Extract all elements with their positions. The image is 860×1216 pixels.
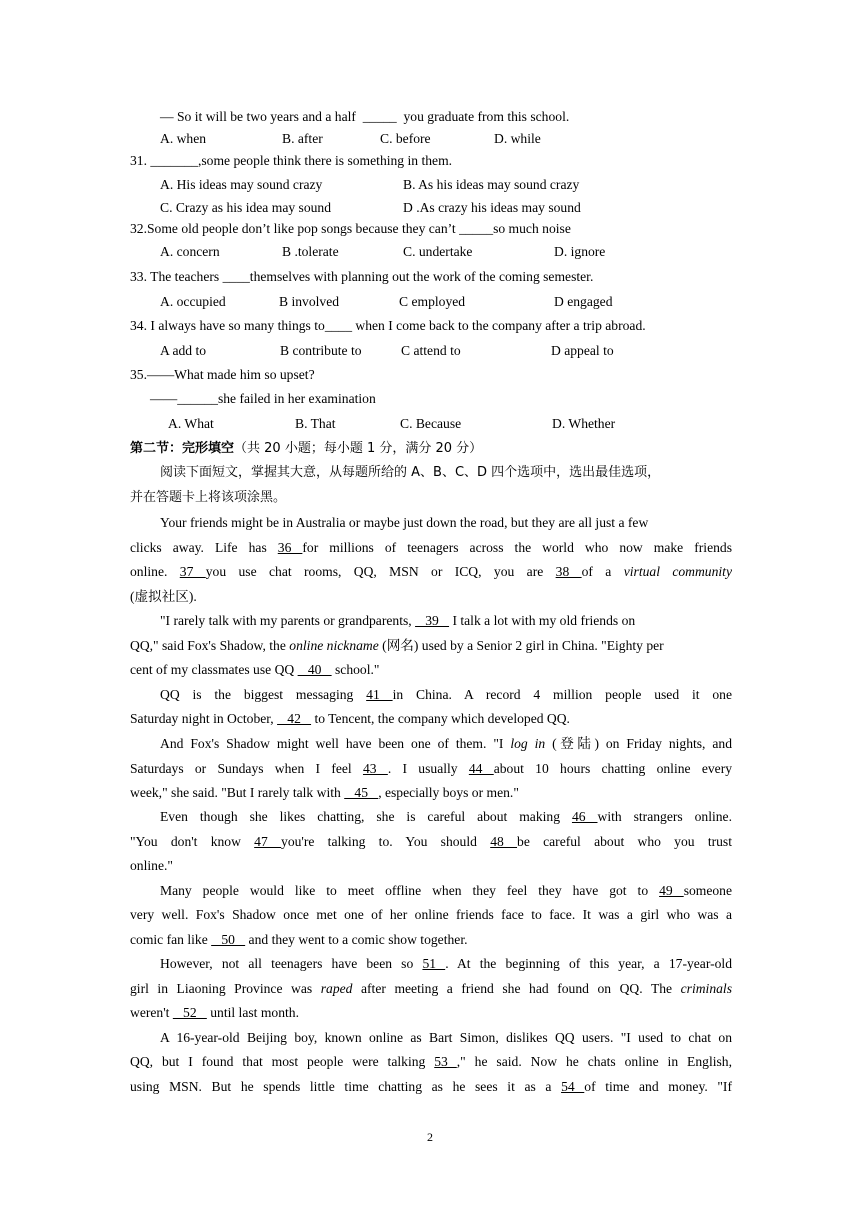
page-number: 2 <box>427 1130 433 1144</box>
q31-option-b: B. As his ideas may sound crazy <box>403 177 580 192</box>
blank-52[interactable]: 52 <box>172 1005 207 1020</box>
p3-line-2: Saturday night in October, 42 to Tencent, the company which developed QQ. <box>130 711 570 726</box>
q32-stem: 32.Some old people don’t like pop songs because they can’t _____so much noise <box>130 221 571 236</box>
blank-47[interactable]: 47 <box>254 834 282 849</box>
p8-line-1: A 16-year-old Beijing boy, known online as Bart Simon, dislikes QQ users. "I used to chat on <box>160 1030 732 1045</box>
p5-line-3: online." <box>130 858 173 873</box>
section-heading-title: 第二节：完形填空 <box>130 441 235 456</box>
q30-option-d: D. while <box>494 131 541 146</box>
q32-option-c: C. undertake <box>403 244 473 259</box>
p8-line-2: QQ, but I found that most people were talking 53 ," he said. Now he chats online in English, <box>130 1054 732 1069</box>
blank-53[interactable]: 53 <box>434 1054 457 1069</box>
blank-43[interactable]: 43 <box>362 761 388 776</box>
blank-51[interactable]: 51 <box>422 956 446 971</box>
q33-option-a: A. occupied <box>160 294 226 309</box>
section-instruction-line-1: 阅读下面短文，掌握其大意，从每题所给的 A、B、C、D 四个选项中，选出最佳选项， <box>160 465 661 480</box>
blank-42[interactable]: 42 <box>277 711 312 726</box>
p4-line-3: week," she said. "But I rarely talk with 45 , especially boys or men." <box>130 785 519 800</box>
p7-line-2: girl in Liaoning Province was raped after meeting a friend she had found on QQ. The criminals <box>130 981 732 996</box>
q34-stem: 34. I always have so many things to____ when I come back to the company after a trip abroad. <box>130 318 646 333</box>
q35-option-d: D. Whether <box>552 416 616 431</box>
blank-48[interactable]: 48 <box>490 834 518 849</box>
p7-line-3: weren't 52 until last month. <box>130 1005 299 1020</box>
p8-line-3: using MSN. But he spends little time chatting as he sees it as a 54 of time and money. "If <box>130 1079 732 1094</box>
p2-line-1: "I rarely talk with my parents or grandparents, 39 I talk a lot with my old friends on <box>160 613 636 628</box>
q33-stem: 33. The teachers ____themselves with planning out the work of the coming semester. <box>130 269 594 284</box>
blank-49[interactable]: 49 <box>659 883 684 898</box>
q30-option-b: B. after <box>282 131 323 146</box>
p2-line-2: QQ," said Fox's Shadow, the online nickname (网名) used by a Senior 2 girl in China. "Eighty per <box>130 638 664 653</box>
q30-stem: — So it will be two years and a half _____ you graduate from this school. <box>160 109 570 124</box>
blank-37[interactable]: 37 <box>179 564 206 579</box>
q30-option-a: A. when <box>160 131 207 146</box>
p6-line-2: very well. Fox's Shadow once met one of her online friends face to face. It was a girl who was a <box>130 907 732 922</box>
q30-option-c: C. before <box>380 131 431 146</box>
blank-45[interactable]: 45 <box>344 785 379 800</box>
p5-line-2: "You don't know 47 you're talking to. You should 48 be careful about who you trust <box>130 834 732 849</box>
p2-line-3: cent of my classmates use QQ 40 school." <box>130 662 380 677</box>
q32-option-b: B .tolerate <box>282 244 339 259</box>
q31-option-c: C. Crazy as his idea may sound <box>160 200 332 215</box>
blank-38[interactable]: 38 <box>555 564 582 579</box>
q31-stem: 31. _______,some people think there is something in them. <box>130 153 453 168</box>
p4-line-2: Saturdays or Sundays when I feel 43 . I usually 44 about 10 hours chatting online every <box>130 761 733 776</box>
section-heading <box>130 440 482 458</box>
section-instruction-line-2: 并在答题卡上将该项涂黑。 <box>130 490 287 505</box>
q34-option-d: D appeal to <box>551 343 614 358</box>
q35-stem-reply: ——______she failed in her examination <box>150 391 376 406</box>
blank-46[interactable]: 46 <box>571 809 598 824</box>
p1-line-4: (虚拟社区). <box>130 589 197 604</box>
q31-option-a: A. His ideas may sound crazy <box>160 177 323 192</box>
blank-36[interactable]: 36 <box>277 540 303 555</box>
blank-41[interactable]: 41 <box>366 687 393 702</box>
q34-option-c: C attend to <box>401 343 461 358</box>
q34-option-a: A add to <box>160 343 207 358</box>
p6-line-1: Many people would like to meet offline when they feel they have got to 49 someone <box>160 883 733 898</box>
p4-line-1: And Fox's Shadow might well have been one of them. "I log in (登陆) on Friday nights, and <box>160 736 733 751</box>
q34-option-b: B contribute to <box>280 343 362 358</box>
blank-39[interactable]: 39 <box>415 613 450 628</box>
q31-option-d: D .As crazy his ideas may sound <box>403 200 581 215</box>
blank-40[interactable]: 40 <box>297 662 332 677</box>
q33-option-c: C employed <box>399 294 466 309</box>
q32-option-d: D. ignore <box>554 244 606 259</box>
q35-option-a: A. What <box>168 416 214 431</box>
p7-line-1: However, not all teenagers have been so 51 . At the beginning of this year, a 17-year-old <box>160 956 732 971</box>
q33-option-b: B involved <box>279 294 340 309</box>
p1-line-2: clicks away. Life has 36 for millions of teenagers across the world who now make friends <box>130 540 732 555</box>
q33-option-d: D engaged <box>554 294 613 309</box>
q35-option-c: C. Because <box>400 416 462 431</box>
p1-line-3: online. 37 you use chat rooms, QQ, MSN or ICQ, you are 38 of a virtual community <box>130 564 732 579</box>
p5-line-1: Even though she likes chatting, she is careful about making 46 with strangers online. <box>160 809 732 824</box>
p6-line-3: comic fan like 50 and they went to a comic show together. <box>130 932 468 947</box>
section-heading-tail: （共 20 小题；每小题 1 分，满分 20 分） <box>234 441 483 456</box>
blank-44[interactable]: 44 <box>468 761 494 776</box>
blank-54[interactable]: 54 <box>561 1079 585 1094</box>
p1-line-1: Your friends might be in Australia or maybe just down the road, but they are all just a few <box>160 515 649 530</box>
q35-stem: 35.——What made him so upset? <box>130 367 315 382</box>
p3-line-1: QQ is the biggest messaging 41 in China. A record 4 million people used it one <box>160 687 732 702</box>
q32-option-a: A. concern <box>160 244 220 259</box>
q35-option-b: B. That <box>295 416 336 431</box>
blank-50[interactable]: 50 <box>211 932 246 947</box>
